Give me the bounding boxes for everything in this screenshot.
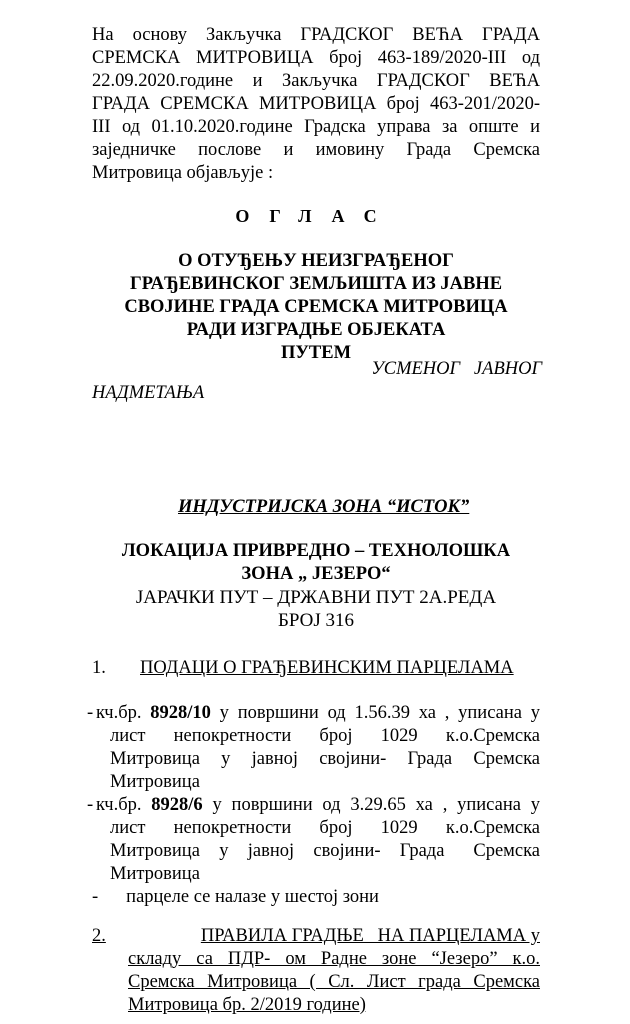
heading-line: СВОЈИНЕ ГРАДА СРЕМСКА МИТРОВИЦА <box>124 297 508 317</box>
list-row <box>92 794 540 817</box>
parcel-number: 8928/10 <box>150 703 211 723</box>
section-2-heading <box>92 925 540 948</box>
intro-line: Митровица објављује : <box>92 163 274 183</box>
location-block <box>92 540 540 632</box>
list-item <box>87 702 540 794</box>
heading-line: ПУТЕМ <box>280 343 352 363</box>
section-number: 2. <box>92 926 106 946</box>
parcel-prefix: кч.бр. <box>96 703 151 723</box>
section-2 <box>92 925 540 1017</box>
list-row: Митровица <box>110 864 200 884</box>
intro-line: III од 01.10.2020.године Градска управа за опште и <box>92 117 540 137</box>
section-2-row: Сремска Митровица ( Сл. Лист града Сремска <box>128 972 540 992</box>
location-line: ЛОКАЦИЈА ПРИВРЕДНО – ТЕХНОЛОШКА <box>121 541 511 561</box>
list-row: Митровица у јавној својини- Града Сремска <box>110 749 540 769</box>
section-number: 1. <box>92 658 106 678</box>
list-dash: - <box>87 703 94 723</box>
zone-note-text: парцеле се налазе у шестој зони <box>126 887 379 907</box>
heading-line: О ОТУЂЕЊУ НЕИЗГРАЂЕНОГ <box>178 251 454 271</box>
intro-paragraph <box>92 24 540 185</box>
oglas-title: ОГЛАС <box>235 206 397 226</box>
list-row: Митровица <box>110 772 200 792</box>
heading-italic-line: НАДМЕТАЊА <box>92 383 205 403</box>
zone-title-text: ИНДУСТРИЈСКА ЗОНА “ИСТОК” <box>178 497 470 517</box>
list-item <box>92 886 540 909</box>
location-line: БРОЈ 316 <box>277 610 355 631</box>
parcel-prefix: кч.бр. <box>96 795 152 815</box>
notice-heading <box>92 250 540 365</box>
list-row: лист непокретности број 1029 к.о.Сремска <box>110 818 540 838</box>
section-2-row: Митровица бр. 2/2019 године) <box>128 995 366 1015</box>
parcel-text: у површини од 1.56.39 ха , уписана у <box>210 703 540 723</box>
list-row: Митровица у јавној својини- Града Сремска <box>110 841 540 861</box>
intro-line: СРЕМСКА МИТРОВИЦА број 463-189/2020-III од <box>92 48 540 68</box>
parcel-number: 8928/6 <box>151 795 203 815</box>
intro-line: ГРАДА СРЕМСКА МИТРОВИЦА број 463-201/2020- <box>92 94 540 114</box>
parcel-list <box>87 702 540 909</box>
section-title: ПОДАЦИ О ГРАЂЕВИНСКИМ ПАРЦЕЛАМА <box>140 658 514 678</box>
list-item <box>87 794 540 886</box>
intro-line: На основу Закључка ГРАДСКОГ ВЕЋА ГРАДА <box>92 25 540 45</box>
heading-line: РАДИ ИЗГРАДЊЕ ОБЈЕКАТА <box>186 320 446 340</box>
list-dash: - <box>87 795 94 815</box>
heading-line: ГРАЂЕВИНСКОГ ЗЕМЉИШТА ИЗ ЈАВНЕ <box>129 274 503 294</box>
section-title: ПРАВИЛА ГРАДЊЕ НА ПАРЦЕЛАМА у <box>200 926 540 946</box>
location-line: ЈАРАЧКИ ПУТ – ДРЖАВНИ ПУТ 2А.РЕДА <box>135 587 497 608</box>
location-line: ЗОНА „ ЈЕЗЕРО“ <box>241 564 391 584</box>
list-row <box>92 886 540 909</box>
section-1-heading <box>92 657 514 680</box>
heading-italic-line: УСМЕНОГ ЈАВНОГ <box>371 359 542 379</box>
list-row: лист непокретности број 1029 к.о.Сремска <box>110 726 540 746</box>
intro-line: заједничке послове и имовину Града Сремска <box>92 140 540 160</box>
section-2-row: складу са ПДР- ом Радне зоне “Језеро” к.о. <box>128 949 540 969</box>
list-row <box>92 702 540 725</box>
list-dash: - <box>92 887 99 907</box>
zone-title <box>150 496 469 519</box>
intro-line: 22.09.2020.године и Закључка ГРАДСКОГ ВЕЋА <box>92 71 540 91</box>
parcel-text: у површини од 3.29.65 ха , уписана у <box>202 795 540 815</box>
